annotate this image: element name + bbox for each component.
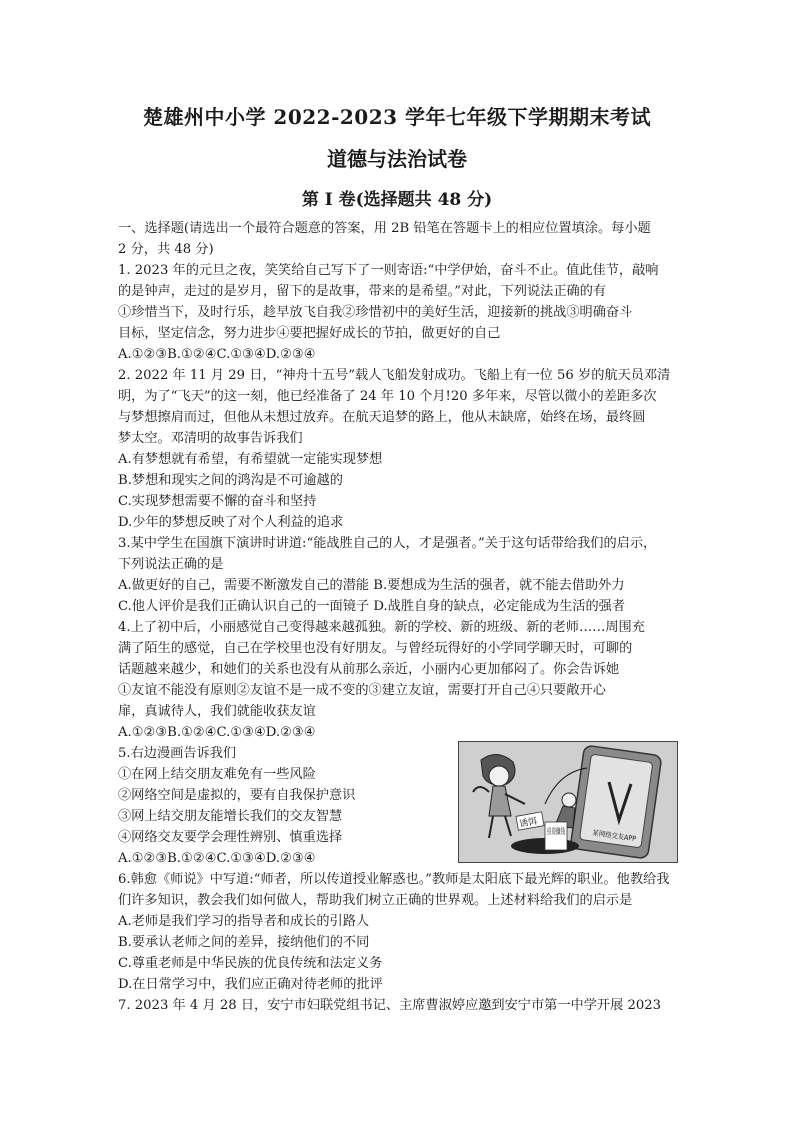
question-2-stem: 2. 2022 年 11 月 29 日，“神舟十五号”载人飞船发射成功。飞船上有一位 56 岁的航天员邓清 <box>118 368 671 383</box>
exam-title: 楚雄州中小学 2022-2023 学年七年级下学期期末考试 <box>142 105 652 129</box>
cartoon-illustration <box>458 741 678 863</box>
question-4-stem: 满了陌生的感觉，自己在学校里也没有好朋友。与曾经玩得好的小学同学聊天时，可聊的 <box>118 641 633 656</box>
question-4-statements: ①友谊不能没有原则②友谊不是一成不变的③建立友谊，需要打开自己④只要敞开心 <box>118 683 606 698</box>
instruction-line: 2 分，共 48 分) <box>118 242 214 257</box>
question-5-statement: ③网上结交朋友能增长我们的交友智慧 <box>118 809 343 824</box>
cartoon-label-invest: 投资赚钱 <box>547 827 579 836</box>
instruction-line: 一、选择题(请选出一个最符合题意的答案，用 2B 铅笔在答题卡上的相应位置填涂。每小题 <box>118 221 651 236</box>
phone-screen-icon <box>570 745 662 859</box>
question-3-stem: 3.某中学生在国旗下演讲时讲道:“能战胜自己的人，才是强者。”关于这句话带给我们的启示， <box>118 536 657 551</box>
question-6-option-b: B.要承认老师之间的差异，接纳他们的不同 <box>118 935 370 950</box>
question-3-stem: 下列说法正确的是 <box>118 557 224 572</box>
cartoon-drawing <box>459 742 677 862</box>
question-2-stem: 梦太空。邓清明的故事告诉我们 <box>118 431 303 446</box>
cartoon-label-lure: 诱饵 <box>518 816 539 830</box>
question-1-stem: 1. 2023 年的元旦之夜，笑笑给自己写下了一则寄语:“中学伊始，奋斗不止。值此佳节，敲响 <box>118 263 659 278</box>
question-5-options: A.①②③B.①②④C.①③④D.②③④ <box>118 851 316 866</box>
cartoon-label-app: 某网络交友APP <box>591 829 641 844</box>
question-5-statement: ①在网上结交朋友难免有一些风险 <box>118 767 316 782</box>
question-body <box>118 218 684 1016</box>
question-3-options-ab: A.做更好的自己，需要不断激发自己的潜能 B.要想成为生活的强者，就不能去借助外力 <box>118 578 625 593</box>
question-4-options: A.①②③B.①②④C.①③④D.②③④ <box>118 725 316 740</box>
question-4-stem: 4.上了初中后，小丽感觉自己变得越来越孤独。新的学校、新的班级、新的老师……周围充 <box>118 620 645 635</box>
question-5-stem: 5.右边漫画告诉我们 <box>118 746 237 761</box>
question-3-options-cd: C.他人评价是我们正确认识自己的一面镜子 D.战胜自身的缺点，必定能成为生活的强者 <box>118 599 626 614</box>
question-1-statements: ①珍惜当下，及时行乐，趁早放飞自我②珍惜初中的美好生活，迎接新的挑战③明确奋斗 <box>118 305 633 320</box>
question-6-stem: 们许多知识，教会我们如何做人，帮助我们树立正确的世界观。上述材料给我们的启示是 <box>118 893 633 908</box>
section-heading: 第 I 卷(选择题共 48 分) <box>301 190 493 210</box>
exam-subject: 道德与法治试卷 <box>327 147 467 171</box>
question-4-stem: 话题越来越少，和她们的关系也没有从前那么亲近，小丽内心更加郁闷了。你会告诉她 <box>118 662 620 677</box>
question-1-statements: 目标，坚定信念，努力进步④要把握好成长的节拍，做更好的自己 <box>118 326 501 341</box>
question-2-option-a: A.有梦想就有希望，有希望就一定能实现梦想 <box>118 452 383 467</box>
question-6-stem: 6.韩愈《师说》中写道:“师者，所以传道授业解惑也。”教师是太阳底下最光辉的职业。他教给我 <box>118 872 670 887</box>
question-2-option-b: B.梦想和现实之间的鸿沟是不可逾越的 <box>118 473 343 488</box>
question-2-option-c: C.实现梦想需要不懈的奋斗和坚持 <box>118 494 317 509</box>
question-5-statement: ②网络空间是虚拟的，要有自我保护意识 <box>118 788 356 803</box>
question-6-option-d: D.在日常学习中，我们应正确对待老师的批评 <box>118 977 383 992</box>
question-6-option-a: A.老师是我们学习的指导者和成长的引路人 <box>118 914 370 929</box>
question-4-statements: 扉，真诚待人，我们就能收获友谊 <box>118 704 316 719</box>
question-1-stem: 的是钟声，走过的是岁月，留下的是故事，带来的是希望。”对此，下列说法正确的有 <box>118 284 607 299</box>
question-5-statement: ④网络交友要学会理性辨别、慎重选择 <box>118 830 343 845</box>
question-1-options: A.①②③B.①②④C.①③④D.②③④ <box>118 347 316 362</box>
question-2-option-d: D.少年的梦想反映了对个人利益的追求 <box>118 515 344 530</box>
question-2-stem: 与梦想擦肩而过，但他从未想过放弃。在航天追梦的路上，他从未缺席，始终在场，最终圆 <box>118 410 646 425</box>
question-2-stem: 明，为了“飞天”的这一刻，他已经准备了 24 年 10 个月!20 多年来，尽管以微小的差距多次 <box>118 389 657 404</box>
question-6-option-c: C.尊重老师是中华民族的优良传统和法定义务 <box>118 956 383 971</box>
question-7-stem: 7. 2023 年 4 月 28 日，安宁市妇联党组书记、主席曹淑婷应邀到安宁市第一中学开展 2023 <box>118 998 662 1013</box>
